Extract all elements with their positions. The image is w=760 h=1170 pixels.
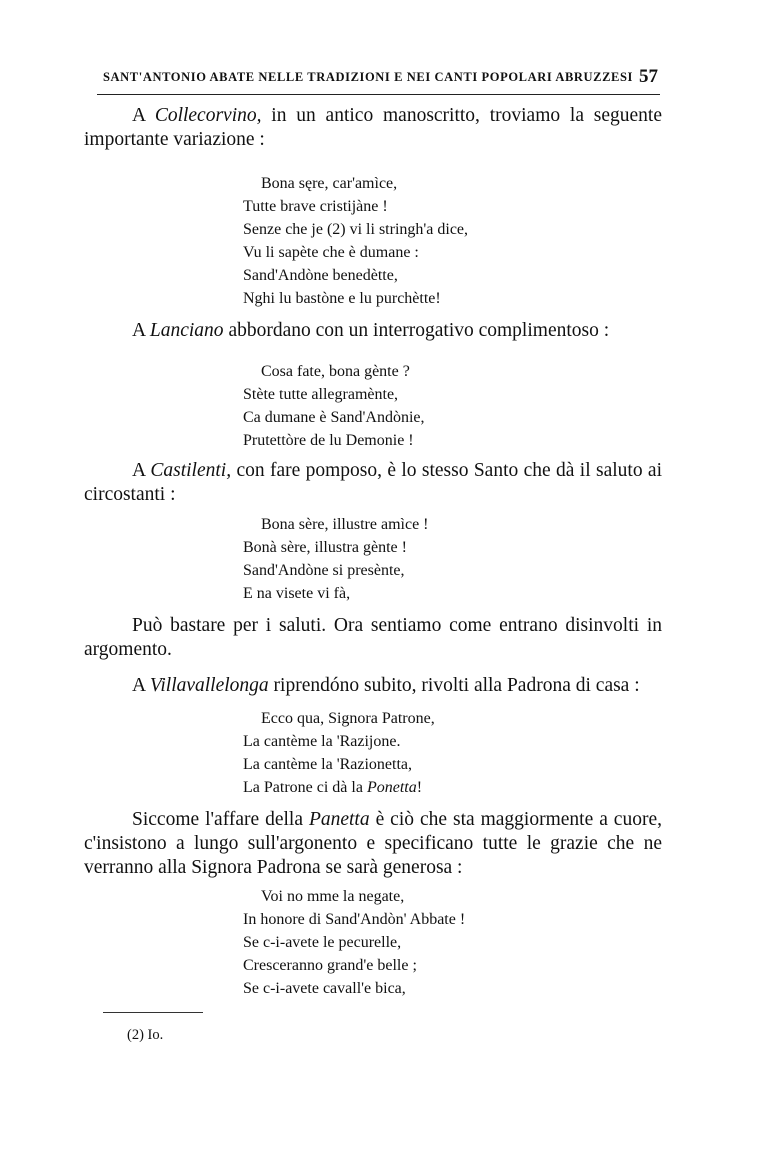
paragraph-saluti bbox=[84, 614, 662, 662]
paragraph-text: Può bastare per i saluti. Ora sentiamo come entrano disinvolti in argomento. bbox=[84, 615, 662, 660]
place-name: Collecorvino, bbox=[154, 105, 262, 126]
verse-emphasis: Ponetta bbox=[366, 779, 417, 796]
verse-text: ! bbox=[416, 779, 423, 796]
verse-line: Se c-i-avete le pecurelle, bbox=[243, 934, 402, 951]
place-name: Castilenti, bbox=[150, 460, 232, 481]
running-head bbox=[97, 66, 660, 95]
verse-line: Sand'Andòne si presènte, bbox=[243, 562, 405, 579]
emphasis-word: Panetta bbox=[308, 809, 370, 830]
paragraph-text: in un antico manoscritto, troviamo la seguente importante variazione : bbox=[84, 105, 663, 150]
place-name: Villavallelonga bbox=[149, 675, 269, 696]
verse-line: Bona sère, illustre amìce ! bbox=[261, 516, 429, 533]
footnote: (2) Io. bbox=[127, 1027, 164, 1043]
paragraph-text: abbordano con un interrogativo complimentoso : bbox=[223, 320, 610, 341]
paragraph-text: è ciò che sta maggiormente a cuore, c'insistono a lungo sull'argonento e specificano tutte le grazie che ne verranno alla Signora Padrona se sarà generosa : bbox=[84, 809, 662, 878]
verse-line: La cantème la 'Razionetta, bbox=[243, 756, 413, 773]
verse-line: Bona sęre, car'amìce, bbox=[261, 175, 398, 192]
paragraph-text: con fare pomposo, è lo stesso Santo che dà il saluto ai circostanti : bbox=[84, 460, 662, 505]
verse-collecorvino bbox=[243, 172, 603, 310]
footnote-divider bbox=[103, 1012, 203, 1013]
verse-line: Stète tutte allegramènte, bbox=[243, 386, 399, 403]
verse-castilenti bbox=[243, 513, 603, 605]
verse-text: La Patrone ci dà la bbox=[243, 779, 367, 796]
place-name: Lanciano bbox=[149, 320, 224, 341]
verse-line: Nghi lu bastòne e lu purchètte! bbox=[243, 290, 441, 307]
verse-line: Vu li sapète che è dumane : bbox=[243, 244, 419, 261]
verse-lanciano bbox=[243, 360, 603, 452]
paragraph-castilenti bbox=[84, 459, 662, 507]
verse-line: Prutettòre de lu Demonie ! bbox=[243, 432, 414, 449]
verse-villavallelonga bbox=[243, 707, 603, 799]
verse-line: Se c-i-avete cavall'e bica, bbox=[243, 980, 406, 997]
verse-line: Bonà sère, illustra gènte ! bbox=[243, 539, 407, 556]
verse-line bbox=[243, 776, 603, 799]
paragraph-text: A bbox=[132, 675, 150, 696]
paragraph-lanciano bbox=[84, 319, 662, 343]
page-number: 57 bbox=[639, 66, 658, 87]
verse-line: Cosa fate, bona gènte ? bbox=[261, 363, 410, 380]
verse-sandandon bbox=[243, 885, 603, 1000]
running-title: SANT'ANTONIO ABATE NELLE TRADIZIONI E NEI CANTI POPOLARI ABRUZZESI bbox=[103, 70, 633, 84]
verse-line: E na visete vi fà, bbox=[243, 585, 351, 602]
verse-line: Senze che je (2) vi li stringh'a dice, bbox=[243, 221, 469, 238]
verse-line: Ca dumane è Sand'Andònie, bbox=[243, 409, 425, 426]
paragraph-text: A bbox=[132, 105, 155, 126]
paragraph-text: riprendóno subito, rivolti alla Padrona di casa : bbox=[268, 675, 640, 696]
verse-line: Tutte brave cristijàne ! bbox=[243, 198, 388, 215]
verse-line: In honore di Sand'Andòn' Abbate ! bbox=[243, 911, 466, 928]
paragraph-villavallelonga bbox=[84, 674, 662, 698]
verse-line: Sand'Andòne benedètte, bbox=[243, 267, 398, 284]
paragraph-collecorvino bbox=[84, 104, 662, 152]
paragraph-text: Siccome l'affare della bbox=[132, 809, 309, 830]
verse-line: La cantème la 'Razijone. bbox=[243, 733, 401, 750]
verse-line: Ecco qua, Signora Patrone, bbox=[261, 710, 435, 727]
verse-line: Voi no mme la negate, bbox=[261, 888, 405, 905]
paragraph-text: A bbox=[132, 320, 150, 341]
paragraph-text: A bbox=[132, 460, 151, 481]
verse-line: Cresceranno grand'e belle ; bbox=[243, 957, 417, 974]
paragraph-panetta bbox=[84, 808, 662, 880]
